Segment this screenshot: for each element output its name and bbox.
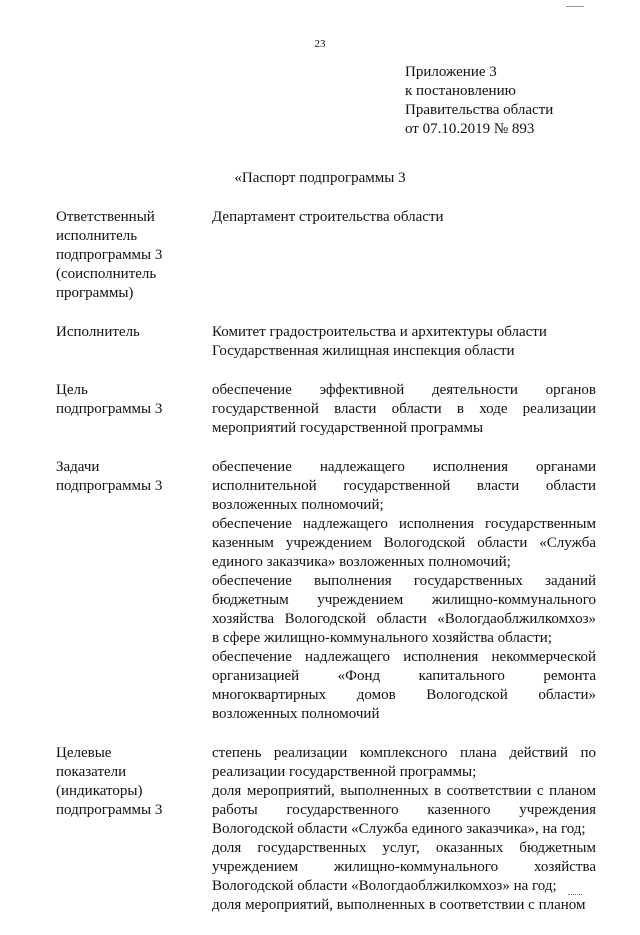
row-label-line: Задачи [56, 459, 100, 475]
appendix-line: к постановлению [405, 83, 516, 99]
row-value-line: государственной власти области в ходе реализации [212, 401, 596, 417]
row-value-line: возложенных полномочий; [212, 497, 384, 513]
row-value-line: хозяйства Вологодской области «Вологдаоблжилкомхоз» [212, 611, 596, 627]
appendix-block [405, 63, 553, 139]
row-value-line: организацией «Фонд капитального ремонта [212, 668, 596, 684]
row-value [212, 381, 596, 438]
row-label-line: Целевые [56, 745, 112, 761]
row-value-line: в сфере жилищно-коммунального хозяйства области; [212, 630, 552, 646]
row-value-line: обеспечение надлежащего исполнения государственным [212, 516, 596, 532]
row-value-line: реализации государственной программы; [212, 764, 477, 780]
row-value-line: Вологодской области «Служба единого заказчика», на год; [212, 821, 586, 837]
row-value-line: возложенных полномочий [212, 706, 380, 722]
row-value [212, 458, 596, 724]
passport-row [56, 323, 596, 361]
row-value-line: бюджетным учреждением жилищно-коммунального [212, 592, 596, 608]
row-label-line: программы) [56, 285, 134, 301]
document-title: «Паспорт подпрограммы 3 [234, 170, 406, 186]
row-label [56, 744, 212, 915]
row-label-line: показатели [56, 764, 127, 780]
row-value-line: мероприятий государственной программы [212, 420, 484, 436]
passport-row [56, 381, 596, 438]
page-number: 23 [314, 38, 326, 50]
row-value-line: Вологодской области «Вологдаоблжилкомхоз» на год; [212, 878, 557, 894]
scan-mark [566, 2, 584, 7]
row-label [56, 458, 212, 724]
passport-table [56, 208, 596, 935]
row-value [212, 323, 596, 361]
row-label-line: подпрограммы 3 [56, 247, 163, 263]
row-label-line: Исполнитель [56, 324, 140, 340]
row-value-line: Государственная жилищная инспекция области [212, 343, 515, 359]
row-value-line: многоквартирных домов Вологодской области» [212, 687, 596, 703]
row-label-line: Цель [56, 382, 88, 398]
appendix-line: Правительства области [405, 102, 554, 118]
row-label-line: подпрограммы 3 [56, 478, 163, 494]
row-value-line: казенным учреждением Вологодской области «Служба [212, 535, 596, 551]
row-label [56, 323, 212, 361]
row-label-line: подпрограммы 3 [56, 401, 163, 417]
row-label-line: исполнитель [56, 228, 138, 244]
appendix-line: Приложение 3 [405, 64, 497, 80]
row-label-line: (индикаторы) [56, 783, 143, 799]
row-value-line: обеспечение выполнения государственных заданий [212, 573, 596, 589]
row-label-line: (соисполнитель [56, 266, 157, 282]
scan-mark [568, 894, 582, 897]
row-value-line: учреждением жилищно-коммунального хозяйства [212, 859, 596, 875]
row-value-line: обеспечение надлежащего исполнения органами [212, 459, 596, 475]
row-value-line: исполнительной государственной власти области [212, 478, 596, 494]
passport-row [56, 458, 596, 724]
row-label [56, 208, 212, 303]
row-value-line: обеспечение надлежащего исполнения некоммерческой [212, 649, 596, 665]
row-value [212, 208, 596, 303]
row-label [56, 381, 212, 438]
row-value-line: Комитет градостроительства и архитектуры области [212, 324, 547, 340]
row-value-line: доля мероприятий, выполненных в соответствии с планом [212, 783, 596, 799]
row-value-line: единого заказчика» возложенных полномочий; [212, 554, 511, 570]
row-value-line: работы государственного казенного учреждения [212, 802, 596, 818]
row-value-line: обеспечение эффективной деятельности органов [212, 382, 596, 398]
appendix-line: от 07.10.2019 № 893 [405, 121, 535, 137]
row-value-line: доля мероприятий, выполненных в соответствии с планом [212, 897, 586, 913]
row-value-line: Департамент строительства области [212, 209, 444, 225]
passport-row [56, 208, 596, 303]
row-value-line: доля государственных услуг, оказанных бюджетным [212, 840, 596, 856]
row-value-line: степень реализации комплексного плана действий по [212, 745, 596, 761]
row-label-line: Ответственный [56, 209, 155, 225]
row-label-line: подпрограммы 3 [56, 802, 163, 818]
row-value [212, 744, 596, 915]
passport-row [56, 744, 596, 915]
